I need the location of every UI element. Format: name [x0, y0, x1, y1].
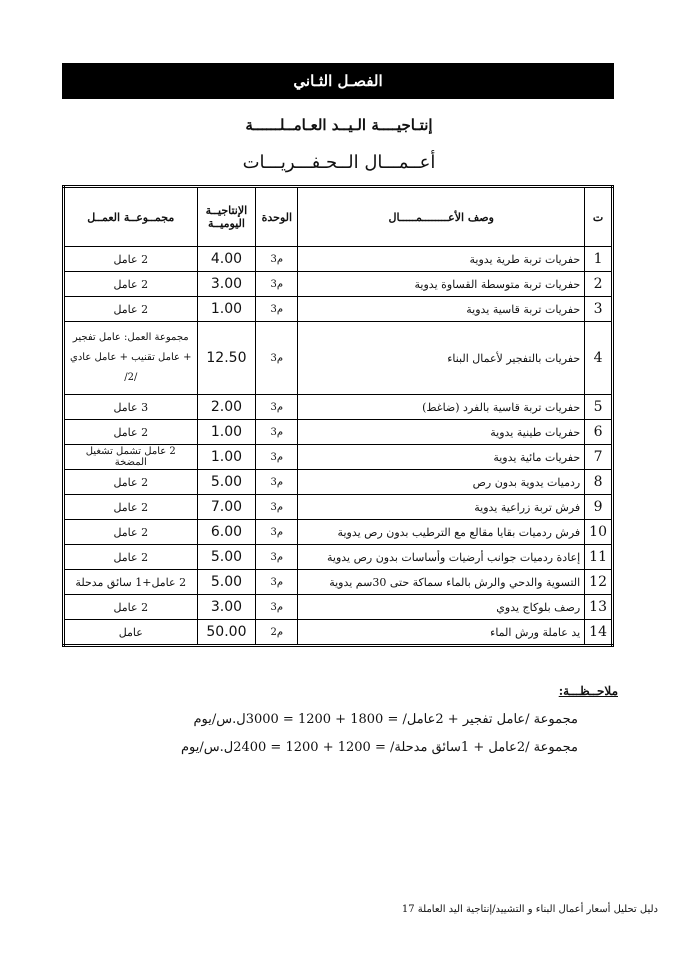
row-unit: م3	[256, 272, 298, 297]
row-team: 2 عامل	[64, 545, 198, 570]
table-row	[64, 272, 613, 297]
row-number: 6	[585, 420, 613, 445]
row-productivity: 5.00	[197, 545, 256, 570]
row-team: 3 عامل	[64, 395, 198, 420]
row-team: 2 عامل	[64, 272, 198, 297]
row-productivity: 5.00	[197, 570, 256, 595]
row-unit: م3	[256, 297, 298, 322]
row-team: 2 عامل	[64, 297, 198, 322]
row-number: 10	[585, 520, 613, 545]
row-team: 2 عامل	[64, 520, 198, 545]
row-description: فرش تربة زراعية يدوية	[298, 495, 585, 520]
row-description: حفريات مائية يدوية	[298, 445, 585, 470]
table-row	[64, 570, 613, 595]
row-number: 2	[585, 272, 613, 297]
header-unit: الوحدة	[256, 187, 298, 247]
row-description: حفريات بالتفجير لأعمال البناء	[298, 322, 585, 395]
row-number: 9	[585, 495, 613, 520]
row-team: 2 عامل	[64, 470, 198, 495]
row-unit: م3	[256, 445, 298, 470]
header-productivity: الإنتاجيــة اليوميــة	[197, 187, 256, 247]
table-row	[64, 395, 613, 420]
row-team: 2 عامل	[64, 420, 198, 445]
row-description: إعادة ردميات جوانب أرضيات وأساسات بدون رص يدوية	[298, 545, 585, 570]
section-subtitle: أعــمـــال الــحـفـــريـــات	[242, 152, 436, 173]
productivity-table	[62, 185, 614, 647]
row-productivity: 12.50	[197, 322, 256, 395]
table-row	[64, 595, 613, 620]
row-number: 4	[585, 322, 613, 395]
table-row	[64, 322, 613, 395]
row-description: حفريات تربة قاسية يدوية	[298, 297, 585, 322]
row-team: 2 عامل	[64, 247, 198, 272]
row-productivity: 1.00	[197, 445, 256, 470]
row-description: حفريات تربة متوسطة القساوة يدوية	[298, 272, 585, 297]
table-row	[64, 297, 613, 322]
table-row	[64, 247, 613, 272]
row-description: ردميات يدوية بدون رص	[298, 470, 585, 495]
row-unit: م2	[256, 620, 298, 646]
page-footer: دليل تحليل أسعار أعمال البناء و التشييد/إنتاجية اليد العاملة 17	[401, 904, 658, 915]
row-description: رصف بلوكاج يدوي	[298, 595, 585, 620]
row-productivity: 3.00	[197, 272, 256, 297]
row-unit: م3	[256, 395, 298, 420]
row-productivity: 1.00	[197, 297, 256, 322]
table-row	[64, 420, 613, 445]
row-number: 7	[585, 445, 613, 470]
row-team: 2 عامل	[64, 595, 198, 620]
row-productivity: 5.00	[197, 470, 256, 495]
row-productivity: 2.00	[197, 395, 256, 420]
row-description: حفريات طينية يدوية	[298, 420, 585, 445]
chapter-title: الفصـل الثـاني	[293, 72, 383, 90]
row-description: يد عاملة ورش الماء	[298, 620, 585, 646]
row-unit: م3	[256, 595, 298, 620]
row-unit: م3	[256, 420, 298, 445]
table-row	[64, 545, 613, 570]
table-row	[64, 495, 613, 520]
note-line-1: مجموعة /عامل تفجير + 2عامل/ = 1800 + 1200 = 3000ل.س/يوم	[193, 712, 578, 727]
row-unit: م3	[256, 247, 298, 272]
row-description: فرش ردميات بقايا مقالع مع الترطيب بدون رص يدوية	[298, 520, 585, 545]
row-team: 2 عامل+1 سائق مدحلة	[64, 570, 198, 595]
row-unit: م3	[256, 495, 298, 520]
row-team: 2 عامل تشمل تشغيل المضخة	[64, 445, 198, 470]
row-productivity: 50.00	[197, 620, 256, 646]
table-row	[64, 520, 613, 545]
header-description: وصف الأعــــــــمـــــال	[298, 187, 585, 247]
row-number: 13	[585, 595, 613, 620]
row-number: 1	[585, 247, 613, 272]
row-number: 3	[585, 297, 613, 322]
row-unit: م3	[256, 545, 298, 570]
chapter-banner	[62, 63, 614, 99]
row-number: 12	[585, 570, 613, 595]
table-row	[64, 470, 613, 495]
row-unit: م3	[256, 322, 298, 395]
row-description: حفريات تربة قاسية بالفرد (ضاغط)	[298, 395, 585, 420]
row-team: 2 عامل	[64, 495, 198, 520]
row-description: التسوية والدحي والرش بالماء سماكة حتى 30سم يدوية	[298, 570, 585, 595]
note-heading: ملاحــظـــة:	[558, 684, 618, 698]
row-description: حفريات تربة طرية يدوية	[298, 247, 585, 272]
row-productivity: 6.00	[197, 520, 256, 545]
note-line-2: مجموعة /2عامل + 1سائق مدحلة/ = 1200 + 1200 = 2400ل.س/يوم	[180, 740, 578, 755]
row-productivity: 7.00	[197, 495, 256, 520]
row-productivity: 1.00	[197, 420, 256, 445]
row-number: 8	[585, 470, 613, 495]
table-row	[64, 620, 613, 646]
header-team: مجمــوعــة العمــل	[64, 187, 198, 247]
table-row	[64, 445, 613, 470]
row-team: مجموعة العمل: عامل تفجير + عامل تقنيب + عامل عادي /2/	[64, 322, 198, 395]
row-unit: م3	[256, 570, 298, 595]
table-header-row	[64, 187, 613, 247]
row-number: 11	[585, 545, 613, 570]
row-number: 14	[585, 620, 613, 646]
row-productivity: 3.00	[197, 595, 256, 620]
row-number: 5	[585, 395, 613, 420]
row-team: عامل	[64, 620, 198, 646]
row-unit: م3	[256, 520, 298, 545]
row-productivity: 4.00	[197, 247, 256, 272]
row-unit: م3	[256, 470, 298, 495]
header-number: ت	[585, 187, 613, 247]
page-title: إنتـاجيــــة الـيــد العـامــلــــــة	[245, 116, 433, 134]
